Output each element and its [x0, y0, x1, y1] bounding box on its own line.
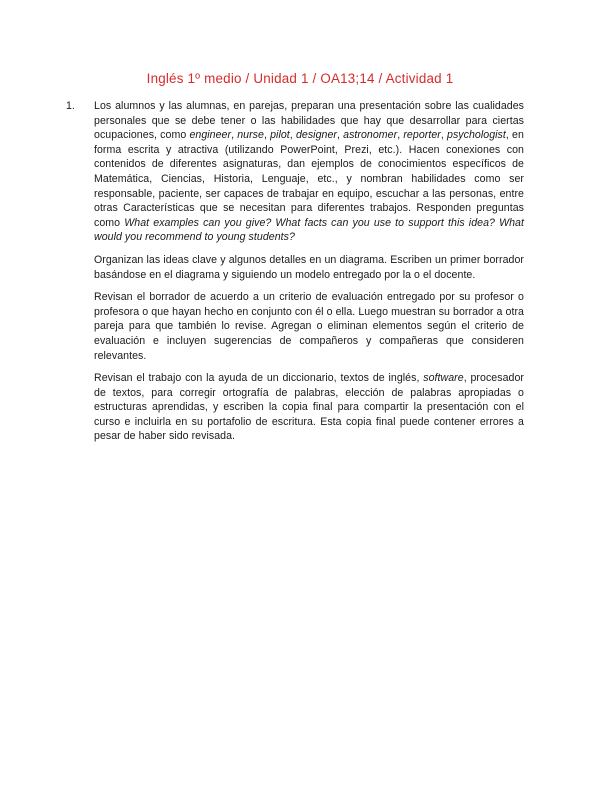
- separator: ,: [289, 129, 296, 142]
- separator: ,: [263, 129, 271, 142]
- list-item-number: 1.: [66, 100, 75, 112]
- occupation-term: reporter: [403, 129, 441, 142]
- paragraph-presentation: [94, 99, 524, 245]
- occupation-term: astronomer: [343, 129, 398, 142]
- occupation-term: nurse: [237, 129, 264, 142]
- separator: ,: [336, 129, 344, 142]
- occupation-term: engineer: [189, 129, 232, 142]
- activity-list: [66, 99, 524, 452]
- paragraph-text: , procesador de textos, para corregir ortografía de palabras, elección de palabras apropiadas o estructuras aprendidas, y escriben la copia final para compartir la presentación con el curso e incluirla en su portafolio de escritura. Esta copia final puede contener errores a pesar de haber sido revisada.: [94, 372, 524, 443]
- example-questions: What examples can you give? What facts can you use to support this idea? What would you recommend to young students?: [94, 216, 524, 244]
- document-title: Inglés 1º medio / Unidad 1 / OA13;14 / Actividad 1: [146, 71, 454, 86]
- occupation-term: designer: [295, 129, 337, 142]
- paragraph-text: Los alumnos y las alumnas, en parejas, preparan una presentación sobre las cualidades personales que se debe tener o las habilidades que hay que desarrollar para ciertas ocupaciones, como: [94, 100, 524, 142]
- separator: ,: [231, 129, 238, 142]
- paragraph-final-copy: [94, 371, 524, 444]
- occupation-term: pilot: [270, 129, 290, 142]
- list-item: [66, 99, 524, 444]
- software-term: software: [423, 372, 464, 385]
- separator: ,: [440, 129, 447, 142]
- separator: ,: [397, 129, 404, 142]
- paragraph-review: Revisan el borrador de acuerdo a un criterio de evaluación entregado por su profesor o profesora o que hayan hecho en conjunto con él o ella. Luego muestran su borrador a otra pareja para que también lo revise. Agregan o eliminan elementos según el criterio de evaluación e incluyen sugerencias de compañeros y compañeras que consideren relevantes.: [94, 291, 524, 362]
- occupation-term: psychologist: [447, 129, 506, 142]
- paragraph-text: , en forma escrita y atractiva (utilizando PowerPoint, Prezi, etc.). Hacen conexiones con contenidos de diferentes asignaturas, dan ejemplos de conocimientos específicos de Matemática, Ciencias, Historia, Lenguaje, etc., y nombran habilidades como ser responsable, paciente, ser capaces de trabajar en equipo, escuchar a las personas, entre otras Características que se necesitan para diferentes trabajos. Responden preguntas como: [94, 129, 524, 229]
- paragraph-diagram: Organizan las ideas clave y algunos detalles en un diagrama. Escriben un primer borrador basándose en el diagrama y siguiendo un modelo entregado por la o el docente.: [94, 253, 524, 281]
- paragraph-text: Revisan el trabajo con la ayuda de un diccionario, textos de inglés,: [94, 372, 424, 385]
